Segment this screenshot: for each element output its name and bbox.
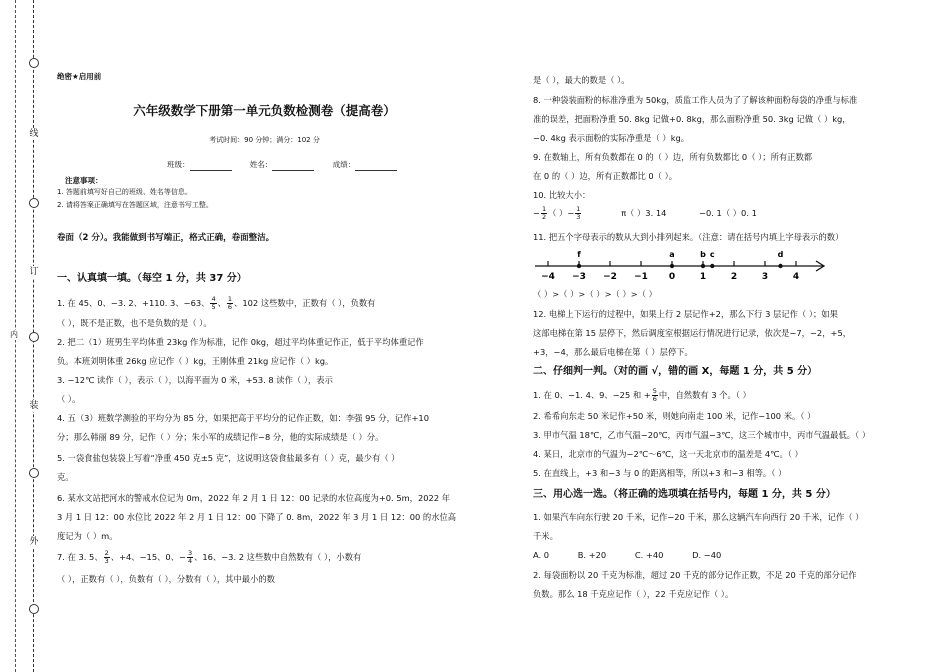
student-info-fields xyxy=(167,158,413,171)
margin-label-pack: 装 xyxy=(29,401,39,411)
exam-meta: 考试时间：90 分钟；满分：102 分 xyxy=(209,136,320,144)
point-d xyxy=(778,264,782,268)
point-label-b: b xyxy=(700,250,706,259)
binding-hole xyxy=(29,198,39,208)
option-b[interactable]: B. +20 xyxy=(577,550,607,560)
question-9-cont: 在 0 的（ ）边，所有正数都比 0（ ）。 xyxy=(533,171,678,181)
question-6-cont2: 度记为（ ）m。 xyxy=(57,531,118,541)
question-8-cont2: −0. 4kg 表示面粉的实际净重是（ ）kg。 xyxy=(533,133,690,143)
option-d[interactable]: D. −40 xyxy=(692,550,722,560)
judge-4: 4. 某日，北京市的气温为−2℃～6℃，这一天北京市的温差是 4℃。（ ） xyxy=(533,449,803,459)
question-1-cont: （ ），既不是正数，也不是负数的是（ ）。 xyxy=(57,318,212,328)
fraction: $\frac{2}{3}$ xyxy=(104,549,109,565)
question-10: 10. 比较大小： xyxy=(533,190,591,200)
axis-tick-label: 2 xyxy=(730,272,738,282)
margin-label-line: 线 xyxy=(29,129,39,139)
secret-mark: 绝密★启用前 xyxy=(57,72,102,81)
note-item: 1. 答题前填写好自己的班级、姓名等信息。 xyxy=(57,188,192,196)
fraction: $\frac{3}{4}$ xyxy=(187,549,193,565)
axis-tick-label: −2 xyxy=(603,272,617,282)
fraction: $\frac{1}{2}$ xyxy=(541,205,547,221)
margin-inner-label: 内 xyxy=(10,330,18,339)
section1-title: 一、认真填一填。（每空 1 分，共 37 分） xyxy=(57,273,247,284)
judge-2: 2. 希希向东走 50 米记作+50 米，则她向南走 100 米，记作−100 米。（ ） xyxy=(533,411,816,421)
question-5-cont: 克。 xyxy=(57,472,74,482)
exam-title: 六年级数学下册第一单元负数检测卷（提高卷） xyxy=(133,103,396,118)
judge-5: 5. 在直线上，+3 和−3 与 0 的距离相等，所以+3 和−3 相等。（ ） xyxy=(533,468,787,478)
section3-title: 三、用心选一选。（将正确的选项填在括号内，每题 1 分，共 5 分） xyxy=(533,489,836,500)
point-a xyxy=(670,264,674,268)
binding-hole xyxy=(29,58,39,68)
question-12: 12. 电梯上下运行的过程中，如果上行 2 层记作+2，那么下行 3 层记作（ ）；如果 xyxy=(533,309,838,319)
point-f xyxy=(577,264,581,268)
section2-title: 二、仔细判一判。（对的画 √，错的画 X，每题 1 分，共 5 分） xyxy=(533,366,818,377)
question-5: 5. 一袋食盐包装袋上写着“净重 450 克±5 克”，这说明这袋食盐最多有（ ）克，最少有（ ） xyxy=(57,453,400,463)
question-4-cont: 分；那么韩丽 89 分，记作（ ）分；朱小军的成绩记作−8 分，他的实际成绩是（ ）分。 xyxy=(57,432,384,442)
notes-heading: 注意事项： xyxy=(65,176,103,185)
fraction: $\frac{4}{5}$ xyxy=(211,295,216,311)
class-blank[interactable] xyxy=(190,170,232,171)
question-12-cont2: +3，−4，那么最后电梯在第（ ）层停下。 xyxy=(533,347,693,357)
number-line xyxy=(533,246,833,284)
score-blank[interactable] xyxy=(355,170,397,171)
question-7: 7. 在 3. 5、 $\frac{2}{3}$ 、+4、−15、0、− $\frac{3}{4}$ 、16、−3. 2 这些数中自然数有（ ），小数有 xyxy=(57,549,362,565)
question-2: 2. 把二（1）班男生平均体重 23kg 作为标准，记作 0kg，超过平均体重记作正，低于平均体重记作 xyxy=(57,337,424,347)
margin-label-bind: 订 xyxy=(29,267,39,277)
name-blank[interactable] xyxy=(272,170,314,171)
axis-tick-label: 4 xyxy=(792,272,800,282)
binding-hole xyxy=(29,468,39,478)
question-11-answer: （ ）>（ ）>（ ）>（ ）>（ ） xyxy=(533,289,657,299)
judge-3: 3. 甲市气温 18℃，乙市气温−20℃，丙市气温−3℃，这三个城市中，丙市气温最低。（ ） xyxy=(533,430,871,440)
question-7-end: 是（ ），最大的数是（ ）。 xyxy=(533,75,630,85)
binding-hole xyxy=(29,332,39,342)
question-10-items: − $\frac{1}{2}$ （ ）− $\frac{1}{3}$ π（ ）3. 14 −0. 1（ ）0. 1 xyxy=(533,205,757,221)
question-2-cont: 负。本班刘明体重 26kg 应记作（ ）kg，王刚体重 21kg 应记作（ ）kg。 xyxy=(57,356,334,366)
point-label-d: d xyxy=(777,250,784,259)
note-item: 2. 请将答案正确填写在答题区域，注意书写工整。 xyxy=(57,201,213,209)
fraction: $\frac{1}{3}$ xyxy=(576,205,581,221)
axis-tick-label: −1 xyxy=(634,272,648,282)
fraction: $\frac{5}{6}$ xyxy=(652,387,657,403)
question-12-cont: 这部电梯在第 15 层停下，然后调度室根据运行情况进行记录，依次是−7，−2，+5， xyxy=(533,328,852,338)
axis-tick-label: −3 xyxy=(572,272,586,282)
neatness-note: 卷面（2 分）。我能做到书写端正，格式正确，卷面整洁。 xyxy=(57,233,275,243)
axis-tick-label: 0 xyxy=(668,272,676,282)
point-label-a: a xyxy=(669,250,675,259)
choice-1: 1. 如果汽车向东行驶 20 千米，记作−20 千米，那么这辆汽车向西行 20 千米，记作（ ） xyxy=(533,512,864,522)
question-4: 4. 五（3）班数学测验的平均分为 85 分，如果把高于平均分的记作正数，如：李强 95 分，记作+10 xyxy=(57,413,429,423)
binding-margin xyxy=(0,0,50,672)
binding-hole xyxy=(29,604,39,614)
axis-tick-label: −4 xyxy=(541,272,555,282)
choice-1-cont: 千米。 xyxy=(533,531,558,541)
option-a[interactable]: A. 0 xyxy=(533,550,550,560)
fraction: $\frac{1}{6}$ xyxy=(227,295,233,311)
choice-2: 2. 每袋面粉以 20 千克为标准，超过 20 千克的部分记作正数，不足 20 千克的部分记作 xyxy=(533,570,857,580)
choice-2-cont: 负数。那么 18 千克应记作（ ），22 千克应记作（ ）。 xyxy=(533,589,734,599)
score-label: 成绩： xyxy=(332,160,356,169)
question-11: 11. 把五个字母表示的数从大到小排列起来。（注意：请在括号内填上字母表示的数） xyxy=(533,232,844,242)
axis-tick-label: 3 xyxy=(761,272,769,282)
class-label: 班级： xyxy=(167,160,190,169)
question-8-cont: 准的误差，把面粉净重 50. 8kg 记做+0. 8kg，那么面粉净重 50. 3kg 记做（ ）kg， xyxy=(533,114,851,124)
question-3: 3. −12℃ 读作（ ），表示（ ），以海平面为 0 米，+53. 8 读作（ ），表示 xyxy=(57,375,333,385)
question-8: 8. 一种袋装面粉的标准净重为 50kg，质监工作人员为了了解该种面粉每袋的净重与标准 xyxy=(533,95,858,105)
question-1: 1. 在 45、0、−3. 2、+110. 3、−63、 $\frac{4}{5}$ 、 $\frac{1}{6}$ 、102 这些数中，正数有（ ），负数有 xyxy=(57,295,376,311)
point-label-c: c xyxy=(709,250,715,259)
question-6: 6. 某水文站把河水的警戒水位记为 0m，2022 年 2 月 1 日 12：00 记录的水位高度为+0. 5m，2022 年 xyxy=(57,493,451,503)
question-9: 9. 在数轴上，所有负数都在 0 的（ ）边，所有负数都比 0（ ）；所有正数都 xyxy=(533,152,813,162)
margin-label-outer: 外 xyxy=(29,537,39,547)
point-b xyxy=(701,264,705,268)
point-c xyxy=(710,264,714,268)
question-3-cont: （ ）。 xyxy=(57,394,81,404)
point-label-f: f xyxy=(577,250,581,259)
name-label: 姓名： xyxy=(249,160,273,169)
judge-1: 1. 在 0、−1. 4、9、−25 和 + $\frac{5}{6}$ 中，自然数有 3 个。（ ） xyxy=(533,387,751,403)
question-6-cont: 3 月 1 日 12：00 水位比 2022 年 2 月 1 日 12：00 下降了 0. 8m，2022 年 3 月 1 日 12：00 的水位高 xyxy=(57,512,457,522)
axis-tick-label: 1 xyxy=(699,272,707,282)
question-7-cont: （ ），正数有（ ），负数有（ ），分数有（ ），其中最小的数 xyxy=(57,574,275,584)
choice-1-options xyxy=(533,549,908,562)
option-c[interactable]: C. +40 xyxy=(634,550,664,560)
